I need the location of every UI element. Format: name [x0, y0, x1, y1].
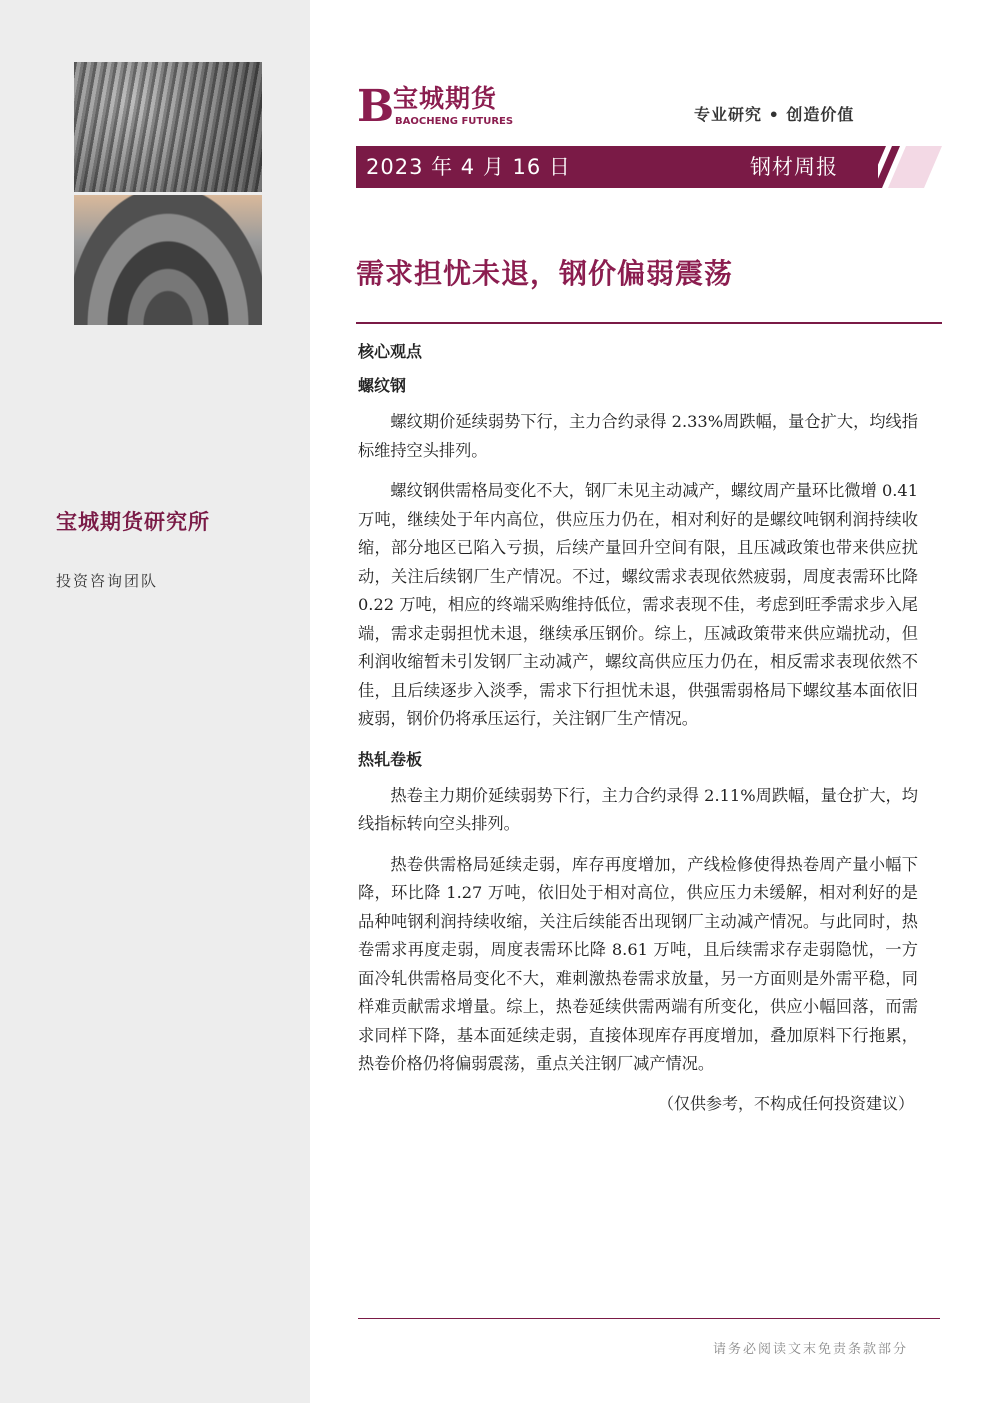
headline: 需求担忧未退，钢价偏弱震荡	[356, 257, 734, 290]
hot-coil-paragraph: 热卷供需格局延续走弱，库存再度增加，产线检修使得热卷周产量小幅下降，环比降 1.27 万吨，依旧处于相对高位，供应压力未缓解，相对利好的是品种吨钢利润持续收缩，关注后续能否出现钢厂主动减产情况。与此同时，热卷需求再度走弱，周度表需环比降 8.61 万吨，且后续需求存走弱隐忧，一方面冷轧供需格局变化不大，难刺激热卷需求放量，另一方面则是外需平稳，同样难贡献需求增量。综上，热卷延续供需两端有所变化，供应小幅回落，而需求同样下降，基本面延续走弱，直接体现库存再度增加，叠加原料下行拖累，热卷价格仍将偏弱震荡，重点关注钢厂减产情况。	[358, 854, 918, 1073]
date-banner	[356, 146, 878, 188]
sidebar	[0, 0, 310, 1403]
core-view-heading: 核心观点	[358, 342, 423, 361]
rebar-paragraph: 螺纹期价延续弱势下行，主力合约录得 2.33%周跌幅，量仓扩大，均线指标维持空头排列。	[358, 412, 918, 460]
report-content	[358, 340, 918, 1114]
hot-coil-paragraph: 热卷主力期价延续弱势下行，主力合约录得 2.11%周跌幅，量仓扩大，均线指标转向空头排列。	[358, 785, 918, 833]
report-date: 2023 年 4 月 16 日	[366, 155, 571, 179]
logo-text-cn: 宝城期货	[393, 84, 498, 113]
steel-rebar-photo	[74, 62, 262, 192]
report-type: 钢材周报	[750, 155, 838, 179]
footer-divider	[358, 1318, 940, 1319]
steel-coil-photo	[74, 195, 262, 325]
team-name: 投资咨询团队	[56, 572, 159, 590]
banner-stripes	[860, 146, 942, 188]
research-institute-title: 宝城期货研究所	[56, 510, 210, 534]
divider	[356, 322, 942, 324]
rebar-heading: 螺纹钢	[358, 376, 407, 395]
footer-disclaimer-note: 请务必阅读文末免责条款部分	[712, 1342, 908, 1357]
slogan: 专业研究 • 创造价值	[694, 105, 855, 124]
logo-text-en: BAOCHENG FUTURES	[395, 116, 514, 127]
hot-coil-heading: 热轧卷板	[358, 749, 423, 769]
reference-note: （仅供参考，不构成任何投资建议）	[657, 1093, 914, 1113]
logo-b-icon: B	[357, 81, 395, 132]
rebar-paragraph: 螺纹钢供需格局变化不大，钢厂未见主动减产，螺纹周产量环比微增 0.41 万吨，继续处于年内高位，供应压力仍在，相对利好的是螺纹吨钢利润持续收缩，部分地区已陷入亏损，后续产量回升空间有限，且压减政策也带来供应扰动，关注后续钢厂生产情况。不过，螺纹需求表现依然疲弱，周度表需环比降 0.22 万吨，相应的终端采购维持低位，需求表现不佳，考虑到旺季需求步入尾端，需求走弱担忧未退，继续承压钢价。综上，压减政策带来供应端扰动，但利润收缩暂未引发钢厂主动减产，螺纹高供应压力仍在，相反需求表现依然不佳，且后续逐步入淡季，需求下行担忧未退，供强需弱格局下螺纹基本面依旧疲弱，钢价仍将承压运行，关注钢厂生产情况。	[358, 481, 918, 728]
company-logo	[357, 81, 527, 134]
